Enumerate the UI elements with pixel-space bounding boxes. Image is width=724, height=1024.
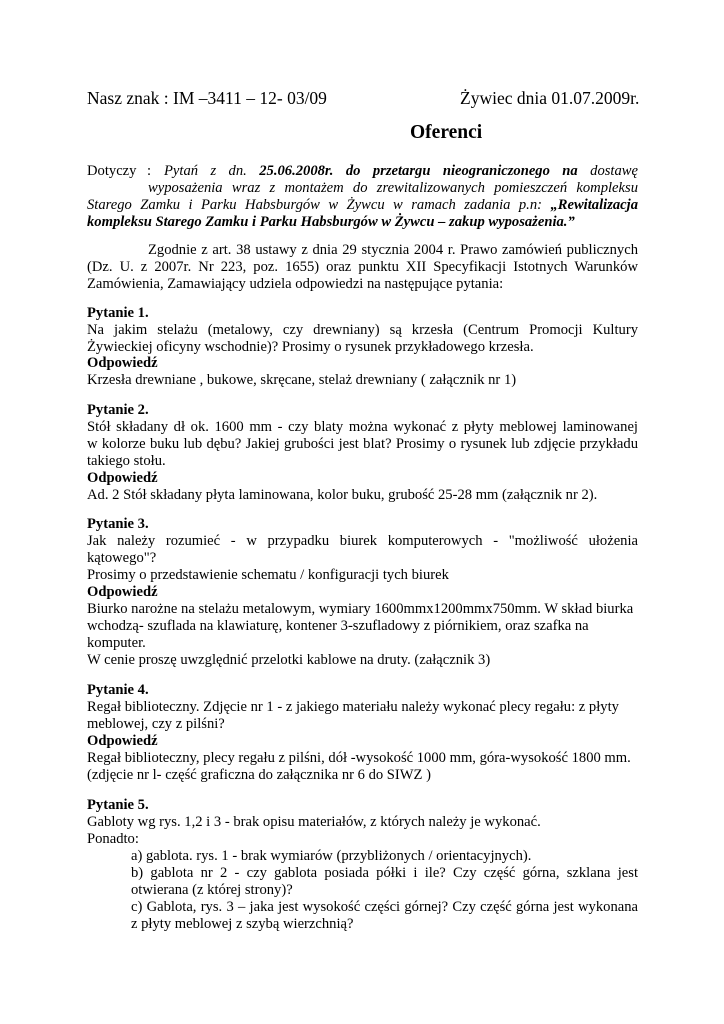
answer-label: Odpowiedź bbox=[87, 584, 158, 600]
answer-text: Biurko narożne na stelażu metalowym, wymiary 1600mmx1200mmx750mm. W skład biurka bbox=[87, 601, 634, 617]
reference-number: Nasz znak : IM –3411 – 12- 03/09 bbox=[87, 88, 327, 108]
sub-item-a: a) gablota. rys. 1 - brak wymiarów (przybliżonych / orientacyjnych). bbox=[131, 848, 532, 864]
document-title: Oferenci bbox=[410, 122, 483, 143]
subject-colon: : bbox=[147, 163, 152, 179]
subject-line-4: kompleksu Starego Zamku i Parku Habsburgów w Żywcu – zakup wyposażenia.” bbox=[87, 214, 575, 230]
answer-text: (zdjęcie nr l- część graficzna do załącznika nr 6 do SIWZ ) bbox=[87, 767, 431, 783]
question-title: Pytanie 3. bbox=[87, 516, 149, 532]
document-page: Nasz znak : IM –3411 – 12- 03/09 Żywiec dnia 01.07.2009r. Oferenci Dotyczy : Pytań z dn. 25.06.2008r. do przetargu nieograniczonego na dostawę wyposażenia wraz z montażem do zrewitalizowanych pomieszczeń kompleksu Starego Zamku i Parku Habsburgów w Żywcu w ramach zadania p.n: „Rewitalizacja kompleksu Starego Zamku i Parku Habsburgów w Żywcu – zakup wyposażenia.” Zgodnie z art. 38 ustawy z dnia 29 stycznia 2004 r. Prawo zamówień publicznych (Dz. U. z 2007r. Nr 223, poz. 1655) oraz punktu XII Specyfikacji Istotnych Warunków Zamówienia, Zamawiający udziela odpowiedzi na następujące pytania: Pytanie 1. Na jakim stelażu (metalowy, czy drewniany) są krzesła (Centrum Promocji Kultury Żywieckiej oficyny wschodnie)? Prosimy o rysunek przykładowego krzesła. Odpowiedź Krzesła drewniane , bukowe, skręcane, stelaż drewniany ( załącznik nr 1) Pytanie 2. Stół składany dł ok. 1600 mm - czy blaty można wykonać z płyty meblowej laminowanej w kolorze buku lub dębu? Jakiej grubości jest blat? Prosimy o rysunek lub zdjęcie przykładu takiego stołu. Odpowiedź Ad. 2 Stół składany płyta laminowana, kolor buku, grubość 25-28 mm (załącznik nr 2). Pytanie 3. Jak należy rozumieć - w przypadku biurek komputerowych - "możliwość ułożenia kątowego"? Prosimy o przedstawienie schematu / konfiguracji tych biurek Odpowiedź Biurko narożne na stelażu metalowym, wymiary 1600mmx1200mmx750mm. W skład biurka wchodzą- szuflada na klawiaturę, kontener 3-szufladowy z piórnikiem, oraz szafka na komputer. W cenie proszę uwzględnić przelotki kablowe na druty. (załącznik 3) Pytanie 4. Regał biblioteczny. Zdjęcie nr 1 - z jakiego materiału należy wykonać plecy regału: z płyty meblowej, czy z pilśni? Odpowiedź Regał biblioteczny, plecy regału z pilśni, dół -wysokość 1000 mm, góra-wysokość 1800 mm. (zdjęcie nr l- część graficzna do załącznika nr 6 do SIWZ ) Pytanie 5. Gabloty wg rys. 1,2 i 3 - brak opisu materiałów, z których należy je wykonać. Ponadto: a) gablota. rys. 1 - brak wymiarów (przybliżonych / orientacyjnych). b) gablota nr 2 - czy gablota posiada półki i ile? Czy część górna, szklana jest otwierana (z której strony)? c) Gablota, rys. 3 – jaka jest wysokość części górnej? Czy część górna jest wykonana z płyty meblowej z szybą wierzchnią? bbox=[87, 88, 640, 932]
answer-text: komputer. bbox=[87, 635, 146, 651]
answer-text: wchodzą- szuflada na klawiaturę, kontener 3-szufladowy z piórnikiem, oraz szafka na bbox=[87, 618, 589, 634]
subject-line-3: Starego Zamku i Parku Habsburgów w Żywcu w ramach zadania p.n: „Rewitalizacja bbox=[87, 197, 638, 213]
answer-label: Odpowiedź bbox=[87, 733, 158, 749]
answer-text: Regał biblioteczny, plecy regału z pilśni, dół -wysokość 1000 mm, góra-wysokość 1800 mm. bbox=[87, 750, 631, 766]
sub-item-b: b) gablota nr 2 - czy gablota posiada półki i ile? Czy część górna, szklana jest bbox=[131, 865, 638, 881]
subject-line-1: Pytań z dn. 25.06.2008r. do przetargu nieograniczonego na dostawę bbox=[164, 163, 638, 179]
question-title: Pytanie 4. bbox=[87, 682, 149, 698]
answer-label: Odpowiedź bbox=[87, 355, 158, 371]
subject-label: Dotyczy bbox=[87, 163, 137, 179]
answer-text: W cenie proszę uwzględnić przelotki kablowe na druty. (załącznik 3) bbox=[87, 652, 491, 668]
subject-line-2: wyposażenia wraz z montażem do zrewitalizowanych pomieszczeń kompleksu bbox=[148, 180, 638, 196]
question-title: Pytanie 2. bbox=[87, 402, 149, 418]
place-and-date: Żywiec dnia 01.07.2009r. bbox=[460, 88, 640, 108]
answer-text: Ad. 2 Stół składany płyta laminowana, kolor buku, grubość 25-28 mm (załącznik nr 2). bbox=[87, 487, 598, 503]
answer-text: Krzesła drewniane , bukowe, skręcane, stelaż drewniany ( załącznik nr 1) bbox=[87, 372, 517, 388]
sub-item-c: c) Gablota, rys. 3 – jaka jest wysokość części górnej? Czy część górna jest wykonana bbox=[131, 899, 638, 915]
question-title: Pytanie 5. bbox=[87, 797, 149, 813]
question-title: Pytanie 1. bbox=[87, 305, 149, 321]
answer-label: Odpowiedź bbox=[87, 470, 158, 486]
